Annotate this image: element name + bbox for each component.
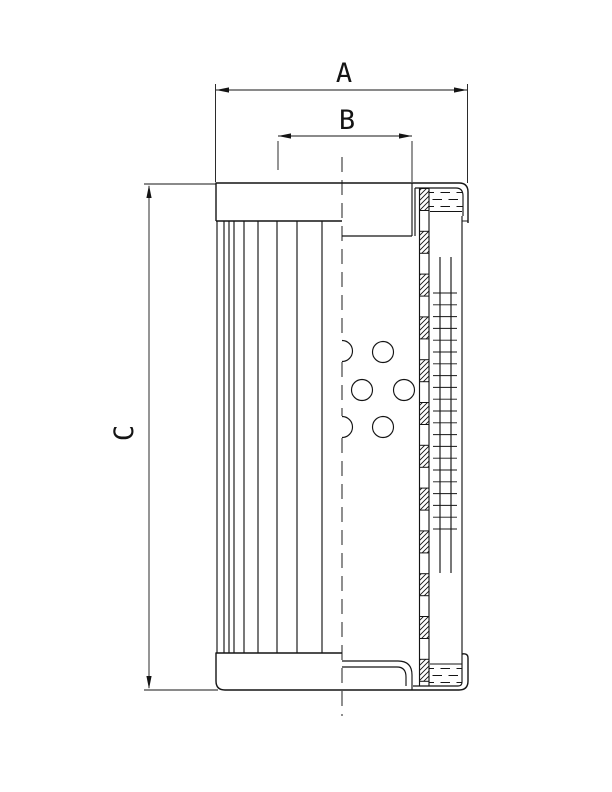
bottom-seal-felt bbox=[430, 665, 463, 686]
core-tube-hatch-segment bbox=[420, 360, 430, 382]
dim-c-label: C bbox=[109, 424, 140, 442]
top-seal-felt bbox=[430, 189, 463, 211]
core-tube-hatch-segment bbox=[420, 617, 430, 639]
dim-b-label: B bbox=[338, 105, 356, 136]
core-tube-hatch-segment bbox=[420, 445, 430, 467]
core-tube-hatch-segment bbox=[420, 189, 430, 211]
core-tube-hatch-segment bbox=[420, 317, 430, 339]
core-tube-hatch-segment bbox=[420, 574, 430, 596]
core-tube-hatch-segment bbox=[420, 488, 430, 510]
core-tube-hatch-segment bbox=[420, 659, 430, 681]
dim-a-label: A bbox=[335, 58, 353, 89]
core-tube-hatch-segment bbox=[420, 231, 430, 253]
core-tube-hatch-segment bbox=[420, 274, 430, 296]
core-tube-hatch-segment bbox=[420, 403, 430, 425]
core-tube-hatch-segment bbox=[420, 531, 430, 553]
